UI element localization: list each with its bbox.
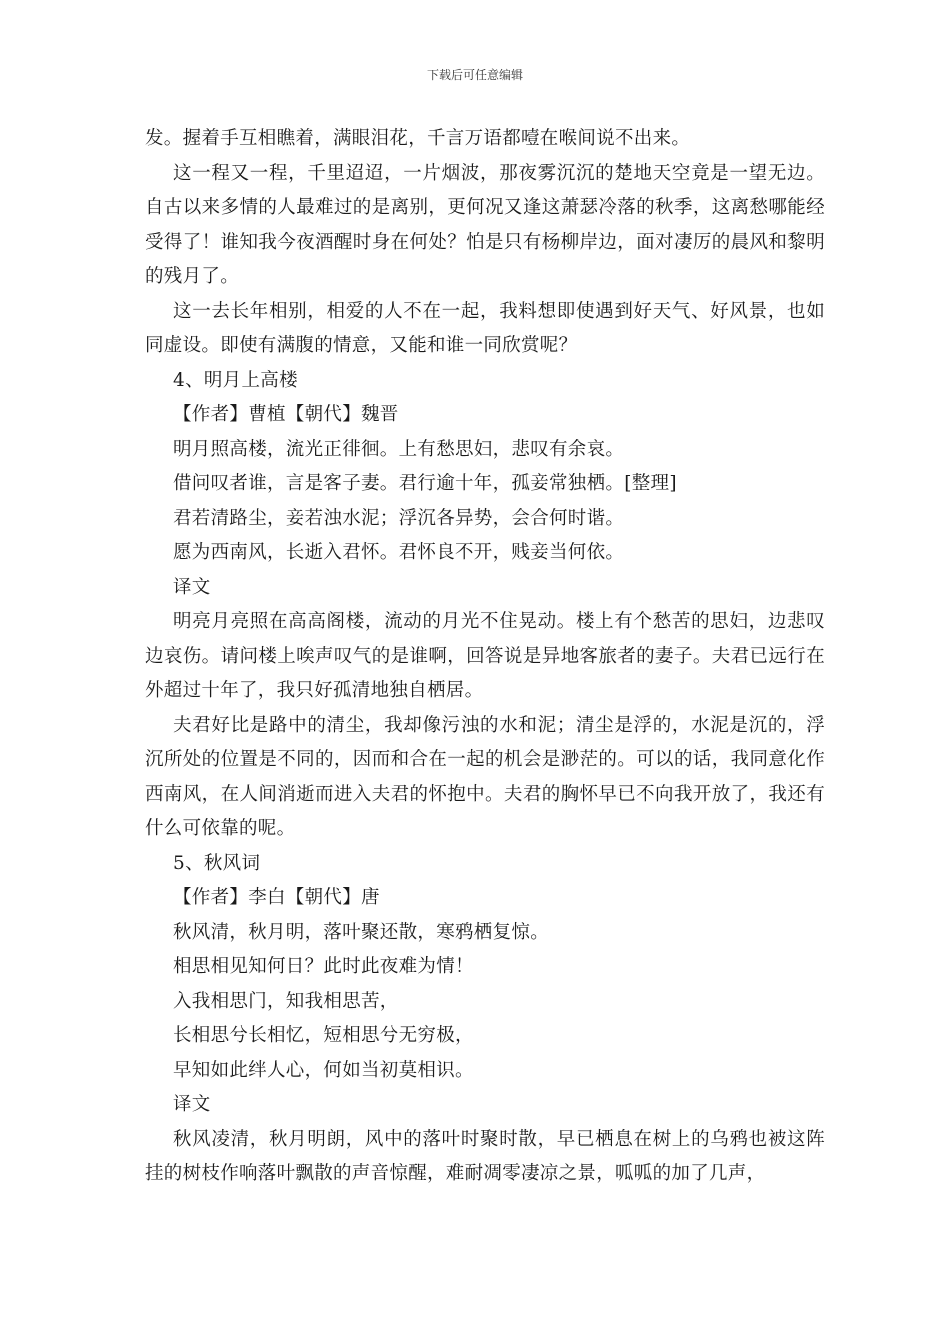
paragraph: 明亮月亮照在高高阁楼，流动的月光不住晃动。楼上有个愁苦的思妇，边悲叹边哀伤。请问楼上唉声叹气的是谁啊，回答说是异地客旅者的妻子。夫君已远行在外超过十年了，我只好孤清地独自栖居。 [145, 611, 825, 701]
poem-line: 长相思兮长相忆，短相思兮无穷极， [173, 1025, 474, 1046]
paragraph: 发。握着手互相瞧着，满眼泪花，千言万语都噎在喉间说不出来。 [145, 128, 691, 149]
paragraph: 这一去长年相别，相爱的人不在一起，我料想即使遇到好天气、好风景，也如同虚设。即使有满腹的情意，又能和谁一同欣赏呢？ [145, 300, 825, 356]
translation-heading: 译文 [173, 576, 211, 598]
paragraph: 这一程又一程，千里迢迢，一片烟波，那夜雾沉沉的楚地天空竟是一望无边。自古以来多情的人最难过的是离别，更何况又逢这萧瑟冷落的秋季，这离愁哪能经受得了！谁知我今夜酒醒时身在何处？怕是只有杨柳岸边，面对凄厉的晨风和黎明的残月了。 [145, 162, 825, 287]
document-body [145, 122, 825, 1192]
poem-line: 相思相见知何日？此时此夜难为情！ [173, 956, 474, 977]
poem-line: 早知如此绊人心，何如当初莫相识。 [173, 1059, 474, 1081]
paragraph: 秋风凌清，秋月明朗，风中的落叶时聚时散，早已栖息在树上的乌鸦也被这阵挂的树枝作响落叶飘散的声音惊醒，难耐凋零凄凉之景，呱呱的加了几声， [145, 1128, 825, 1184]
section-heading: 5、秋风词 [173, 852, 261, 874]
paragraph: 夫君好比是路中的清尘，我却像污浊的水和泥；清尘是浮的，水泥是沉的，浮沉所处的位置是不同的，因而和合在一起的机会是渺茫的。可以的话，我同意化作西南风，在人间消逝而进入夫君的怀抱中。夫君的胸怀早已不向我开放了，我还有什么可依靠的呢。 [145, 714, 825, 839]
poem-line: 愿为西南风，长逝入君怀。君怀良不开，贱妾当何依。 [173, 542, 625, 563]
poem-line: 明月照高楼，流光正徘徊。上有愁思妇，悲叹有余哀。 [173, 438, 625, 460]
page-header: 下载后可任意编辑 [426, 68, 523, 82]
author-line: 【作者】曹植【朝代】魏晋 [173, 404, 399, 425]
poem-line: 秋风清，秋月明，落叶聚还散，寒鸦栖复惊。 [173, 921, 550, 943]
poem-line: 入我相思门，知我相思苦， [173, 990, 399, 1012]
poem-line: 借问叹者谁，言是客子妻。君行逾十年，孤妾常独栖。[整理] [173, 473, 677, 494]
author-line: 【作者】李白【朝代】唐 [173, 887, 380, 908]
translation-heading: 译文 [173, 1094, 211, 1115]
section-heading: 4、明月上高楼 [173, 369, 298, 391]
poem-line: 君若清路尘，妾若浊水泥；浮沉各异势，会合何时谐。 [173, 507, 625, 529]
